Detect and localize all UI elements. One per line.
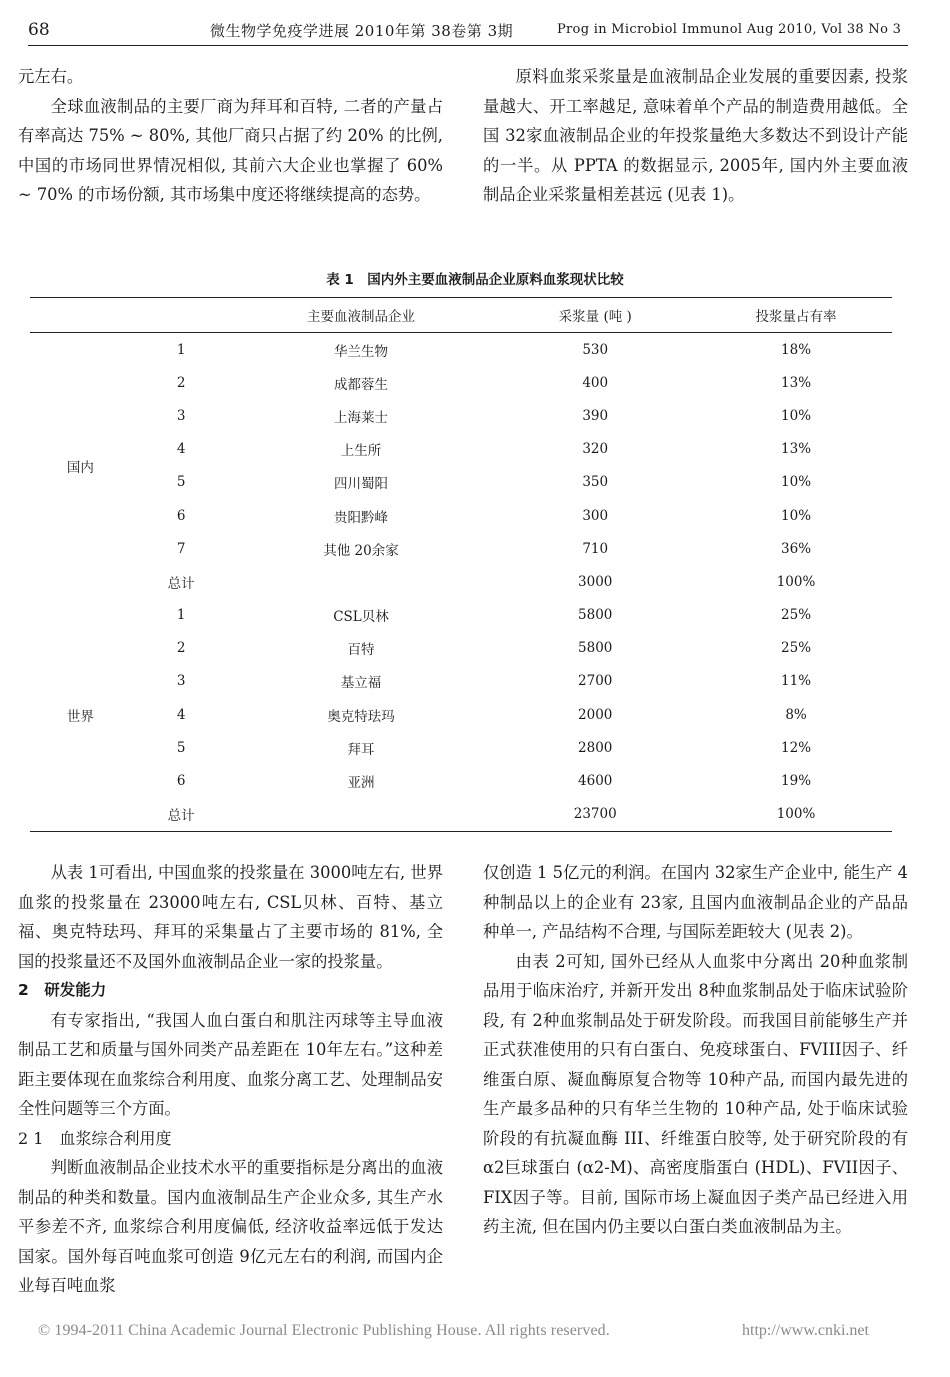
cell-rank: 5 bbox=[176, 739, 186, 756]
cell-company: 基立福 bbox=[340, 675, 382, 692]
paragraph: 由表 2可知, 国外已经从人血浆中分离出 20种血浆制品用于临床治疗, 并新开发出 8种血浆制品处于临床试验阶段, 有 2种血浆制品处于研发阶段。而我国目前能够生产并正式获准使用的只有白蛋白、免疫球蛋白、FVIII因子、纤维蛋白原、凝血酶原复合物等 10种产品, 而国内最先进的生产最多品种的只有华兰生物的 10种产品, 处于临床试验阶段的有抗凝血酶 III、纤维蛋白胶等, 处于研究阶段的有 α2巨球蛋白 (α2-M)、高密度脂蛋白 (HDL)、FVII因子、FIX因子等。目前, 国际市场上凝血因子类产品已经进入用药主流, 但在国内仍主要以白蛋白类血液制品为主。 bbox=[483, 951, 908, 1236]
cell-share: 100% bbox=[776, 573, 816, 590]
cell-rank: 3 bbox=[176, 407, 186, 424]
plasma-comparison-table bbox=[30, 297, 892, 832]
cell-volume: 2700 bbox=[578, 673, 613, 690]
right-column-bottom bbox=[483, 858, 908, 1242]
left-column-top bbox=[18, 62, 443, 210]
cell-rank: 总计 bbox=[167, 808, 195, 825]
paragraph: 仅创造 1 5亿元的利润。在国内 32家生产企业中, 能生产 4种制品以上的企业有 23家, 且国内血液制品企业的产品品种单一, 产品结构不合理, 与国际差距较大 (见表 2)。 bbox=[483, 863, 908, 941]
cell-volume: 400 bbox=[582, 374, 609, 391]
cell-share: 13% bbox=[781, 374, 812, 391]
cell-rank: 2 bbox=[176, 374, 186, 391]
paragraph: 有专家指出, “我国人血白蛋白和肌注丙球等主导血液制品工艺和质量与国外同类产品差距在 10年左右。”这种差距主要体现在血浆综合利用度、血浆分离工艺、处理制品安全性问题等三个方面。 bbox=[18, 1010, 443, 1118]
table-row bbox=[30, 499, 892, 532]
header-rule bbox=[28, 45, 908, 46]
cell-share: 25% bbox=[781, 640, 812, 657]
cell-rank: 1 bbox=[176, 607, 186, 624]
cell-volume: 4600 bbox=[578, 773, 613, 790]
table-row bbox=[30, 599, 892, 632]
header-rank bbox=[131, 298, 232, 333]
cell-share: 11% bbox=[781, 673, 812, 690]
cell-company: 上生所 bbox=[340, 443, 382, 460]
table-row bbox=[30, 764, 892, 797]
cell-rank: 3 bbox=[176, 673, 186, 690]
cell-company: 四川蜀阳 bbox=[333, 476, 388, 493]
header-group bbox=[30, 298, 131, 333]
table-row bbox=[30, 366, 892, 399]
cell-volume: 350 bbox=[582, 474, 609, 491]
cell-share: 13% bbox=[781, 441, 812, 458]
cell-company: 上海莱士 bbox=[333, 409, 388, 426]
paragraph: 原料血浆采浆量是血液制品企业发展的重要因素, 投浆量越大、开工率越足, 意味着单个产品的制造费用越低。全国 32家血液制品企业的年投浆量绝大多数达不到设计产能的一半。从 PPTA 的数据显示, 2005年, 国内外主要血液制品企业采浆量相差甚远 (见表 1)。 bbox=[483, 67, 908, 204]
cell-share: 8% bbox=[785, 706, 807, 723]
cell-company: 其他 20余家 bbox=[323, 542, 399, 559]
left-column-bottom bbox=[18, 858, 443, 1301]
cell-company: 华兰生物 bbox=[333, 343, 388, 360]
cell-rank: 1 bbox=[176, 341, 186, 358]
table-row bbox=[30, 665, 892, 698]
cell-volume: 5800 bbox=[578, 607, 613, 624]
cell-share: 10% bbox=[781, 507, 812, 524]
paragraph: 元左右。 bbox=[18, 67, 84, 86]
table-row bbox=[30, 632, 892, 665]
footer-url-link[interactable]: http://www.cnki.net bbox=[742, 1322, 869, 1339]
table-row bbox=[30, 698, 892, 731]
cell-company: 亚洲 bbox=[347, 775, 375, 792]
cell-volume: 23700 bbox=[573, 806, 617, 823]
cell-volume: 2000 bbox=[578, 706, 613, 723]
cell-volume: 320 bbox=[582, 441, 609, 458]
cell-share: 36% bbox=[781, 540, 812, 557]
section-heading: 2 研发能力 bbox=[18, 981, 107, 999]
cell-company: 拜耳 bbox=[347, 741, 375, 758]
journal-title-cn: 微生物学免疫学进展 2010年第 38卷第 3期 bbox=[210, 22, 514, 40]
cell-share: 100% bbox=[776, 806, 816, 823]
cell-rank: 总计 bbox=[167, 575, 195, 592]
cell-share: 18% bbox=[781, 341, 812, 358]
cell-share: 10% bbox=[781, 407, 812, 424]
journal-title-en: Prog in Microbiol Immunol Aug 2010, Vol 38 No 3 bbox=[557, 22, 902, 37]
cell-volume: 3000 bbox=[578, 573, 613, 590]
cell-share: 12% bbox=[781, 739, 812, 756]
cell-share: 25% bbox=[781, 607, 812, 624]
table-row-total bbox=[30, 565, 892, 598]
footer-copyright: © 1994-2011 China Academic Journal Electronic Publishing House. All rights reserved. bbox=[38, 1322, 610, 1339]
cell-rank: 5 bbox=[176, 474, 186, 491]
cell-volume: 530 bbox=[582, 341, 609, 358]
table-row bbox=[30, 333, 892, 367]
table-row bbox=[30, 399, 892, 432]
cell-rank: 6 bbox=[176, 507, 186, 524]
paragraph: 从表 1可看出, 中国血浆的投浆量在 3000吨左右, 世界血浆的投浆量在 23000吨左右, CSL贝林、百特、基立福、奥克特珐玛、拜耳的采集量占了主要市场的 81%, 全国的投浆量还不及国外血液制品企业一家的投浆量。 bbox=[18, 863, 443, 971]
cell-volume: 300 bbox=[582, 507, 609, 524]
paragraph: 全球血液制品的主要厂商为拜耳和百特, 二者的产量占有率高达 75% ~ 80%, 其他厂商只占据了约 20% 的比例, 中国的市场同世界情况相似, 其前六大企业也掌握了 60% ~ 70% 的市场份额, 其市场集中度还将继续提高的态势。 bbox=[18, 96, 443, 204]
cell-volume: 390 bbox=[582, 407, 609, 424]
table-row bbox=[30, 433, 892, 466]
table-caption: 表 1 国内外主要血液制品企业原料血浆现状比较 bbox=[326, 272, 624, 288]
table-row-total bbox=[30, 798, 892, 832]
header-volume: 采浆量 (吨 ) bbox=[558, 309, 632, 325]
cell-company: 成都蓉生 bbox=[333, 376, 388, 393]
group-world: 世界 bbox=[66, 708, 94, 725]
cell-rank: 4 bbox=[176, 706, 186, 723]
paragraph: 判断血液制品企业技术水平的重要指标是分离出的血液制品的种类和数量。国内血液制品生产企业众多, 其生产水平参差不齐, 血浆综合利用度偏低, 经济收益率远低于发达国家。国外每百吨血浆可创造 9亿元左右的利润, 而国内企业每百吨血浆 bbox=[18, 1158, 443, 1295]
table-row bbox=[30, 532, 892, 565]
cell-company: 奥克特珐玛 bbox=[327, 708, 395, 725]
subsection-heading: 2 1 血浆综合利用度 bbox=[18, 1128, 172, 1148]
table-row bbox=[30, 731, 892, 764]
cell-volume: 710 bbox=[582, 540, 609, 557]
group-domestic: 国内 bbox=[66, 459, 94, 476]
header-company: 主要血液制品企业 bbox=[306, 309, 415, 325]
cell-rank: 2 bbox=[176, 640, 186, 657]
cell-company bbox=[232, 798, 491, 832]
header-share: 投浆量占有率 bbox=[755, 309, 837, 325]
table-header-row bbox=[30, 298, 892, 333]
cell-volume: 5800 bbox=[578, 640, 613, 657]
cell-rank: 6 bbox=[176, 773, 186, 790]
cell-company: 贵阳黔峰 bbox=[333, 509, 388, 526]
page-number: 68 bbox=[28, 20, 50, 40]
cell-volume: 2800 bbox=[578, 739, 613, 756]
cell-company: 百特 bbox=[347, 642, 375, 659]
table-row bbox=[30, 466, 892, 499]
right-column-top bbox=[483, 62, 908, 210]
cell-share: 10% bbox=[781, 474, 812, 491]
cell-share: 19% bbox=[781, 773, 812, 790]
cell-rank: 4 bbox=[176, 441, 186, 458]
cell-company bbox=[232, 565, 491, 598]
cell-rank: 7 bbox=[176, 540, 186, 557]
cell-company: CSL贝林 bbox=[333, 609, 389, 626]
